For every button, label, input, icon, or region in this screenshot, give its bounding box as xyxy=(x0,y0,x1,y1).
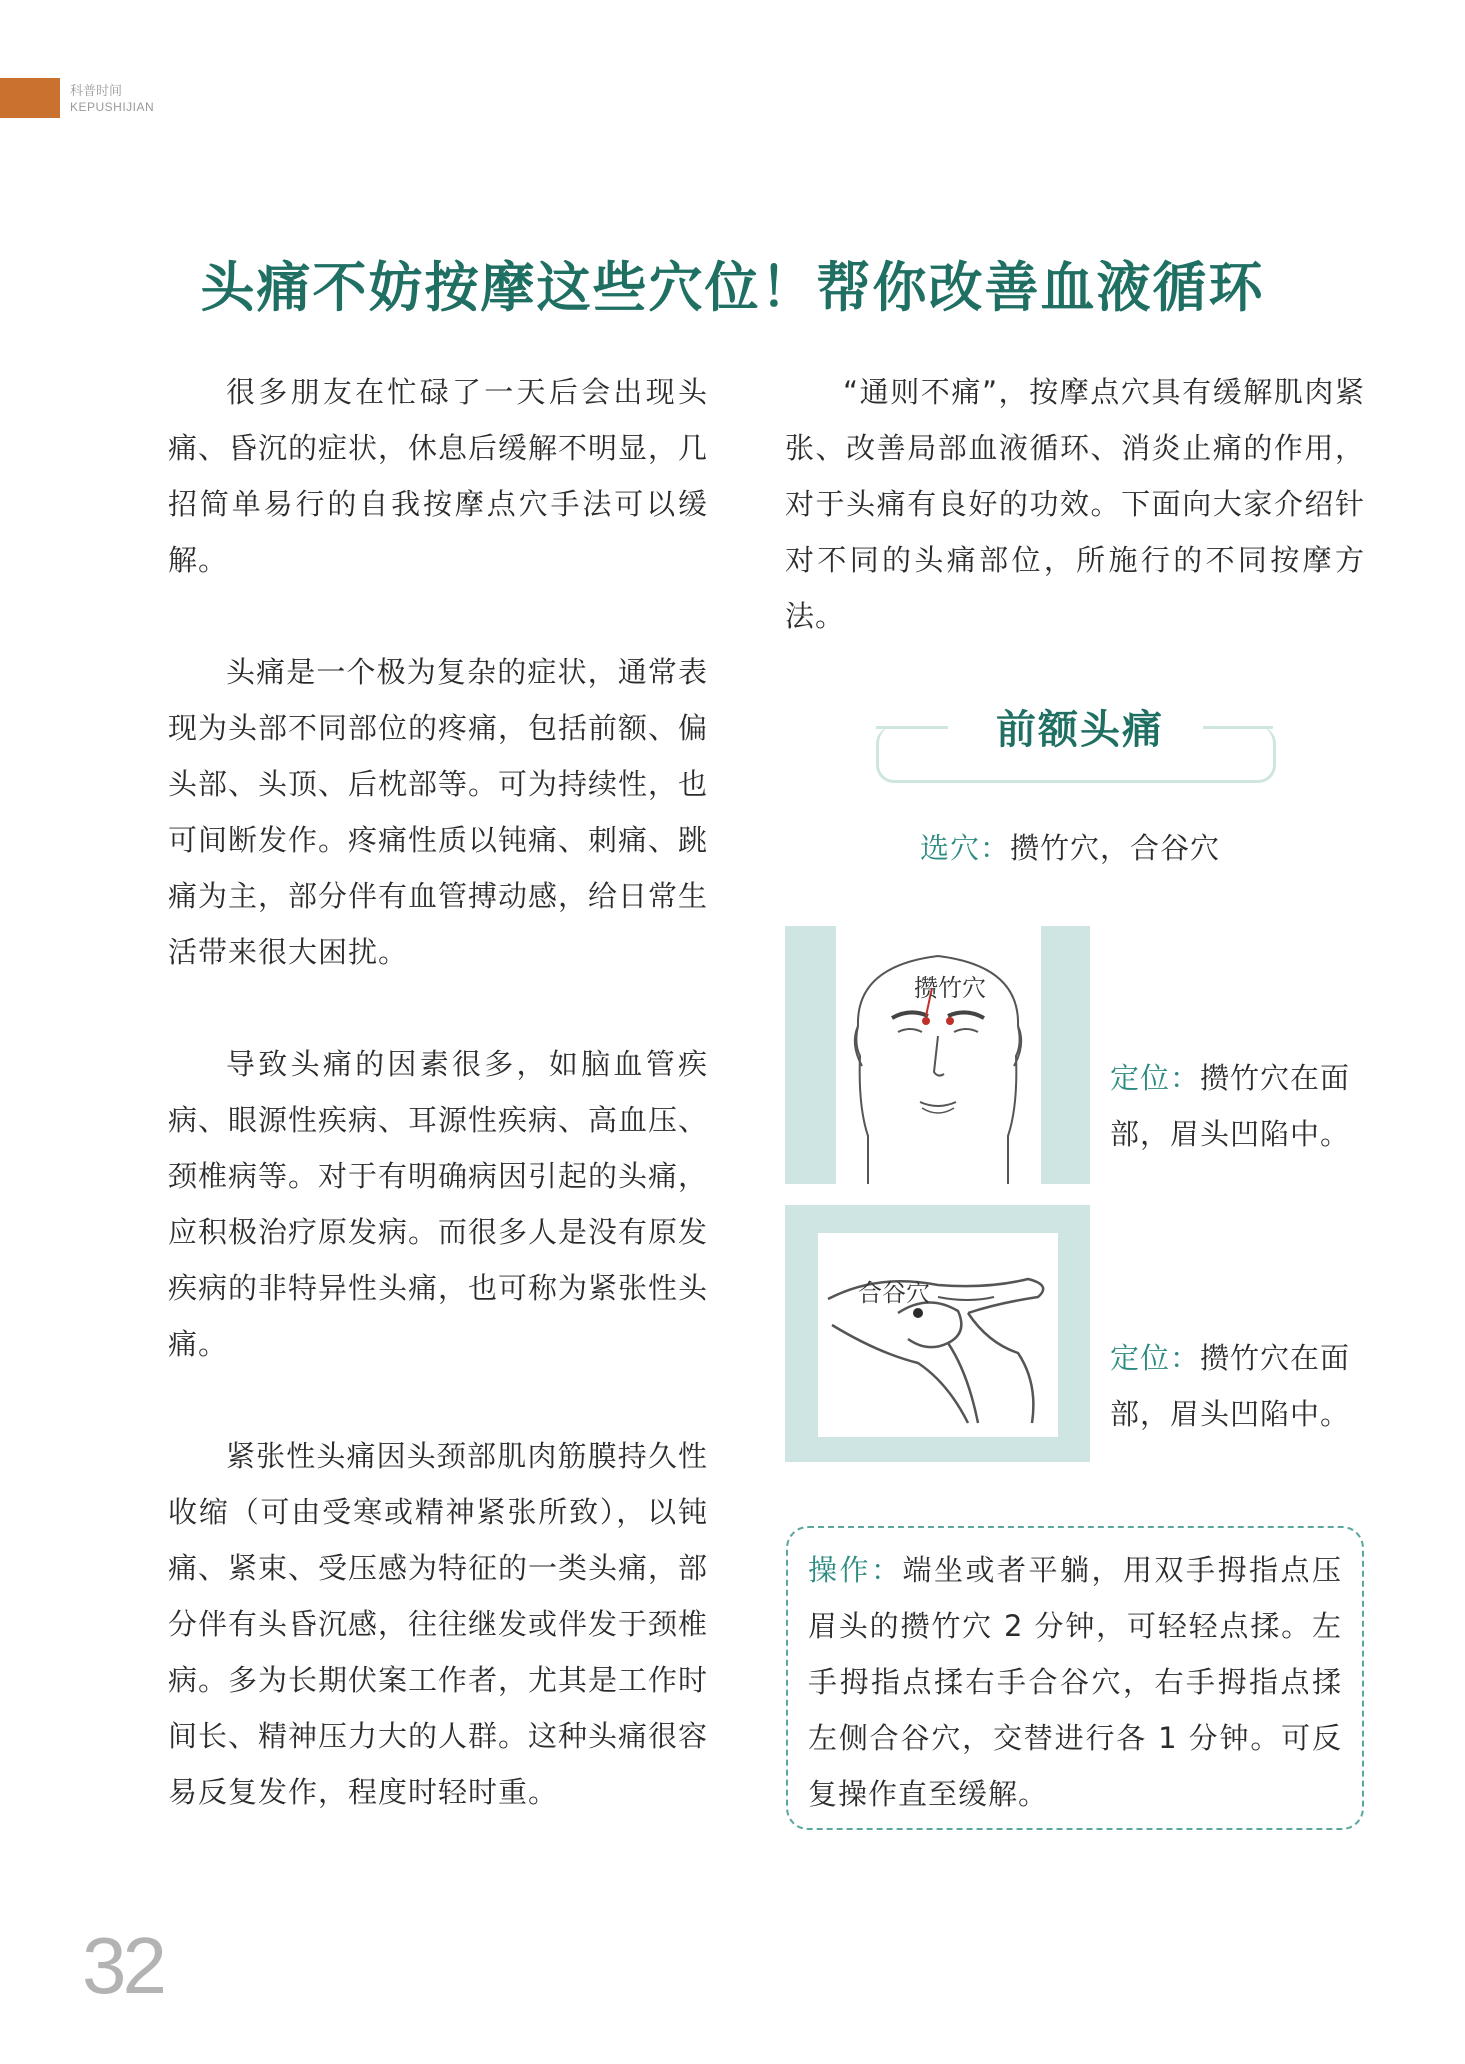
select-label: 选穴： xyxy=(920,831,1011,865)
figure-hegu xyxy=(818,1233,1058,1437)
operation-label: 操作： xyxy=(808,1553,903,1587)
section-frame-line-right xyxy=(1203,726,1273,729)
operation-body: 端坐或者平躺，用双手拇指点压眉头的攒竹穴 2 分钟，可轻轻点揉。左手拇指点揉右手合谷穴，右手拇指点揉左侧合谷穴，交替进行各 1 分钟。可反复操作直至缓解。 xyxy=(808,1553,1342,1811)
left-column xyxy=(168,364,708,1820)
location-text: 攒竹穴在面部，眉头凹陷中。 xyxy=(1110,1061,1351,1151)
section-name-en: KEPUSHIJIAN xyxy=(70,100,155,114)
section-name-cn: 科普时间 xyxy=(70,84,123,99)
operation-text xyxy=(808,1542,1342,1822)
article-title: 头痛不妨按摩这些穴位！帮你改善血液循环 xyxy=(200,255,1265,319)
section-frame-line-left xyxy=(876,726,948,729)
figure-label-cuanzhu: 攒竹穴 xyxy=(914,974,986,1002)
select-value: 攒竹穴，合谷穴 xyxy=(1010,831,1221,865)
paragraph-tension-headache: 紧张性头痛因头颈部肌肉筋膜持久性收缩（可由受寒或精神紧张所致），以钝痛、紧束、受压感为特征的一类头痛，部分伴有头昏沉感，往往继发或伴发于颈椎病。多为长期伏案工作者，尤其是工作时间长、精神压力大的人群。这种头痛很容易反复发作，程度时轻时重。 xyxy=(168,1439,709,1809)
paragraph-causes: 导致头痛的因素很多，如脑血管疾病、眼源性疾病、耳源性疾病、高血压、颈椎病等。对于有明确病因引起的头痛，应积极治疗原发病。而很多人是没有原发疾病的非特异性头痛，也可称为紧张性头痛。 xyxy=(168,1047,709,1361)
location-label: 定位： xyxy=(1110,1341,1201,1375)
hand-illustration xyxy=(818,1233,1058,1437)
page-number: 32 xyxy=(82,1921,163,2010)
location-hegu xyxy=(1110,1330,1360,1442)
location-label: 定位： xyxy=(1110,1061,1201,1095)
face-illustration xyxy=(836,926,1041,1184)
figure-cuanzhu xyxy=(836,926,1041,1184)
paragraph-intro: 很多朋友在忙碌了一天后会出现头痛、昏沉的症状，休息后缓解不明显，几招简单易行的自我按摩点穴手法可以缓解。 xyxy=(168,375,709,577)
paragraph-massage-intro: “通则不痛”，按摩点穴具有缓解肌肉紧张、改善局部血液循环、消炎止痛的作用，对于头痛有良好的功效。下面向大家介绍针对不同的头痛部位，所施行的不同按摩方法。 xyxy=(785,375,1365,633)
location-cuanzhu xyxy=(1110,1050,1360,1162)
location-text: 攒竹穴在面部，眉头凹陷中。 xyxy=(1110,1341,1351,1431)
right-column xyxy=(785,364,1365,644)
figure-label-hegu: 合谷穴 xyxy=(858,1279,930,1307)
section-title: 前额头痛 xyxy=(996,706,1164,753)
paragraph-symptoms: 头痛是一个极为复杂的症状，通常表现为头部不同部位的疼痛，包括前额、偏头部、头顶、后枕部等。可为持续性，也可间断发作。疼痛性质以钝痛、刺痛、跳痛为主，部分伴有血管搏动感，给日常生活带来很大困扰。 xyxy=(168,655,709,969)
operation-box xyxy=(786,1526,1364,1830)
acupoint-selection xyxy=(920,826,1220,867)
section-color-bar xyxy=(0,78,60,118)
